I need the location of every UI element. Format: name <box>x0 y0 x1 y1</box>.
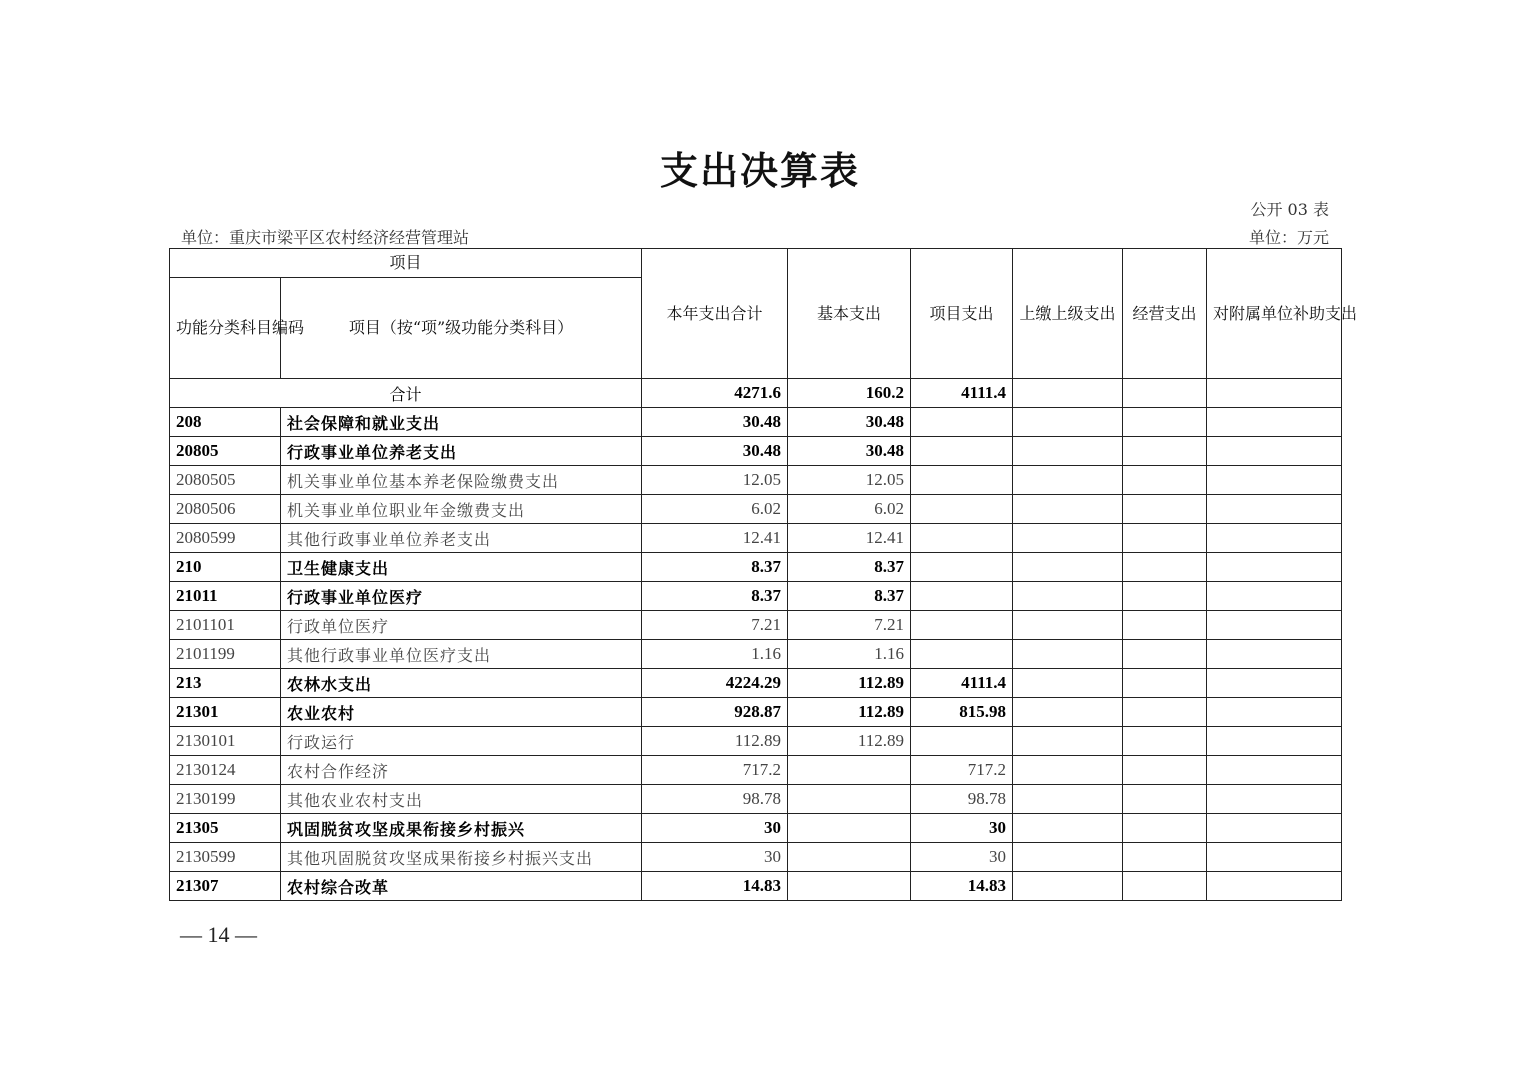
row-basic: 112.89 <box>788 669 911 698</box>
row-remit <box>1013 669 1123 698</box>
row-code: 21011 <box>170 582 281 611</box>
row-name: 行政单位医疗 <box>281 611 642 640</box>
row-remit <box>1013 814 1123 843</box>
row-name: 机关事业单位基本养老保险缴费支出 <box>281 466 642 495</box>
row-name: 农村合作经济 <box>281 756 642 785</box>
row-remit <box>1013 843 1123 872</box>
row-basic <box>788 843 911 872</box>
row-code: 2101101 <box>170 611 281 640</box>
row-basic: 8.37 <box>788 553 911 582</box>
table-row <box>170 843 1342 872</box>
row-business <box>1123 843 1207 872</box>
row-name: 农村综合改革 <box>281 872 642 901</box>
row-project <box>911 611 1013 640</box>
row-business <box>1123 495 1207 524</box>
row-remit <box>1013 553 1123 582</box>
row-total: 4224.29 <box>642 669 788 698</box>
row-name: 其他行政事业单位医疗支出 <box>281 640 642 669</box>
row-total: 717.2 <box>642 756 788 785</box>
total-basic: 160.2 <box>788 379 911 408</box>
row-project: 14.83 <box>911 872 1013 901</box>
row-project <box>911 582 1013 611</box>
table-row <box>170 640 1342 669</box>
row-business <box>1123 698 1207 727</box>
row-total: 1.16 <box>642 640 788 669</box>
row-remit <box>1013 524 1123 553</box>
row-basic: 7.21 <box>788 611 911 640</box>
row-code: 2130124 <box>170 756 281 785</box>
row-name: 行政运行 <box>281 727 642 756</box>
row-name: 农业农村 <box>281 698 642 727</box>
row-project: 30 <box>911 814 1013 843</box>
row-project <box>911 408 1013 437</box>
row-total: 112.89 <box>642 727 788 756</box>
row-code: 2080599 <box>170 524 281 553</box>
row-subsidy <box>1207 408 1342 437</box>
header-name: 项目（按“项”级功能分类科目） <box>281 278 642 379</box>
table-row <box>170 611 1342 640</box>
row-name: 行政事业单位医疗 <box>281 582 642 611</box>
row-name: 其他巩固脱贫攻坚成果衔接乡村振兴支出 <box>281 843 642 872</box>
row-name: 农林水支出 <box>281 669 642 698</box>
row-remit <box>1013 611 1123 640</box>
row-basic <box>788 872 911 901</box>
row-code: 21307 <box>170 872 281 901</box>
total-subsidy <box>1207 379 1342 408</box>
row-remit <box>1013 727 1123 756</box>
row-total: 98.78 <box>642 785 788 814</box>
row-business <box>1123 611 1207 640</box>
page-title: 支出决算表 <box>659 148 860 193</box>
table-row <box>170 524 1342 553</box>
table-row <box>170 553 1342 582</box>
row-project: 30 <box>911 843 1013 872</box>
row-total: 8.37 <box>642 582 788 611</box>
unit-currency: 单位：万元 <box>1248 228 1329 247</box>
row-code: 20805 <box>170 437 281 466</box>
row-code: 2080505 <box>170 466 281 495</box>
row-business <box>1123 582 1207 611</box>
row-code: 21301 <box>170 698 281 727</box>
table-row <box>170 408 1342 437</box>
total-row <box>170 379 1342 408</box>
table-row <box>170 872 1342 901</box>
total-project: 4111.4 <box>911 379 1013 408</box>
row-business <box>1123 640 1207 669</box>
row-subsidy <box>1207 524 1342 553</box>
table-row <box>170 756 1342 785</box>
form-number: 公开 03 表 <box>1250 200 1329 219</box>
row-subsidy <box>1207 611 1342 640</box>
row-total: 12.41 <box>642 524 788 553</box>
row-business <box>1123 669 1207 698</box>
header-code: 功能分类科目编码 <box>170 278 281 379</box>
row-business <box>1123 408 1207 437</box>
row-project: 815.98 <box>911 698 1013 727</box>
row-total: 30 <box>642 843 788 872</box>
row-subsidy <box>1207 437 1342 466</box>
row-code: 210 <box>170 553 281 582</box>
header-basic: 基本支出 <box>788 249 911 379</box>
row-subsidy <box>1207 872 1342 901</box>
row-code: 213 <box>170 669 281 698</box>
total-total: 4271.6 <box>642 379 788 408</box>
row-total: 30.48 <box>642 408 788 437</box>
total-label: 合计 <box>170 379 642 408</box>
row-name: 其他行政事业单位养老支出 <box>281 524 642 553</box>
row-remit <box>1013 582 1123 611</box>
header-remit: 上缴上级支出 <box>1013 249 1123 379</box>
row-project: 98.78 <box>911 785 1013 814</box>
row-subsidy <box>1207 698 1342 727</box>
row-project <box>911 553 1013 582</box>
row-basic <box>788 756 911 785</box>
row-business <box>1123 872 1207 901</box>
header-total: 本年支出合计 <box>642 249 788 379</box>
page-number: — 14 — <box>180 922 257 947</box>
row-name: 其他农业农村支出 <box>281 785 642 814</box>
row-basic: 112.89 <box>788 698 911 727</box>
total-remit <box>1013 379 1123 408</box>
header-project: 项目 <box>170 249 642 278</box>
row-code: 2080506 <box>170 495 281 524</box>
row-business <box>1123 727 1207 756</box>
row-remit <box>1013 785 1123 814</box>
row-business <box>1123 553 1207 582</box>
row-subsidy <box>1207 495 1342 524</box>
row-basic: 12.05 <box>788 466 911 495</box>
row-name: 卫生健康支出 <box>281 553 642 582</box>
row-code: 2130599 <box>170 843 281 872</box>
row-remit <box>1013 466 1123 495</box>
row-subsidy <box>1207 466 1342 495</box>
row-total: 14.83 <box>642 872 788 901</box>
row-basic: 12.41 <box>788 524 911 553</box>
row-basic: 1.16 <box>788 640 911 669</box>
row-total: 928.87 <box>642 698 788 727</box>
row-code: 2101199 <box>170 640 281 669</box>
row-business <box>1123 756 1207 785</box>
row-subsidy <box>1207 582 1342 611</box>
row-basic: 6.02 <box>788 495 911 524</box>
row-remit <box>1013 872 1123 901</box>
row-project <box>911 466 1013 495</box>
row-subsidy <box>1207 727 1342 756</box>
row-project <box>911 524 1013 553</box>
row-total: 30.48 <box>642 437 788 466</box>
row-business <box>1123 524 1207 553</box>
row-code: 208 <box>170 408 281 437</box>
expenditure-table <box>169 248 1358 901</box>
row-total: 8.37 <box>642 553 788 582</box>
row-total: 7.21 <box>642 611 788 640</box>
row-remit <box>1013 408 1123 437</box>
row-business <box>1123 437 1207 466</box>
table-row <box>170 466 1342 495</box>
row-basic <box>788 814 911 843</box>
table-row <box>170 495 1342 524</box>
row-project <box>911 437 1013 466</box>
row-project: 717.2 <box>911 756 1013 785</box>
row-business <box>1123 466 1207 495</box>
row-name: 巩固脱贫攻坚成果衔接乡村振兴 <box>281 814 642 843</box>
row-remit <box>1013 640 1123 669</box>
row-name: 行政事业单位养老支出 <box>281 437 642 466</box>
row-name: 机关事业单位职业年金缴费支出 <box>281 495 642 524</box>
row-code: 21305 <box>170 814 281 843</box>
table-row <box>170 669 1342 698</box>
row-remit <box>1013 756 1123 785</box>
row-remit <box>1013 698 1123 727</box>
row-subsidy <box>1207 814 1342 843</box>
row-subsidy <box>1207 640 1342 669</box>
row-subsidy <box>1207 553 1342 582</box>
row-basic: 30.48 <box>788 408 911 437</box>
table-row <box>170 437 1342 466</box>
row-business <box>1123 814 1207 843</box>
row-basic: 30.48 <box>788 437 911 466</box>
table-row <box>170 727 1342 756</box>
total-business <box>1123 379 1207 408</box>
row-subsidy <box>1207 785 1342 814</box>
header-business: 经营支出 <box>1123 249 1207 379</box>
row-code: 2130101 <box>170 727 281 756</box>
row-basic: 8.37 <box>788 582 911 611</box>
table-row <box>170 785 1342 814</box>
row-business <box>1123 785 1207 814</box>
unit-organization: 单位：重庆市梁平区农村经济经营管理站 <box>181 228 470 247</box>
row-project <box>911 727 1013 756</box>
row-remit <box>1013 495 1123 524</box>
table-row <box>170 698 1342 727</box>
row-basic <box>788 785 911 814</box>
row-name: 社会保障和就业支出 <box>281 408 642 437</box>
table-row <box>170 814 1342 843</box>
header-subsidy: 对附属单位补助支出 <box>1207 249 1342 379</box>
row-subsidy <box>1207 843 1342 872</box>
row-project <box>911 495 1013 524</box>
row-basic: 112.89 <box>788 727 911 756</box>
row-subsidy <box>1207 756 1342 785</box>
header-project-expenditure: 项目支出 <box>911 249 1013 379</box>
row-total: 30 <box>642 814 788 843</box>
row-subsidy <box>1207 669 1342 698</box>
row-total: 12.05 <box>642 466 788 495</box>
table-row <box>170 582 1342 611</box>
row-project <box>911 640 1013 669</box>
row-project: 4111.4 <box>911 669 1013 698</box>
row-code: 2130199 <box>170 785 281 814</box>
row-remit <box>1013 437 1123 466</box>
row-total: 6.02 <box>642 495 788 524</box>
